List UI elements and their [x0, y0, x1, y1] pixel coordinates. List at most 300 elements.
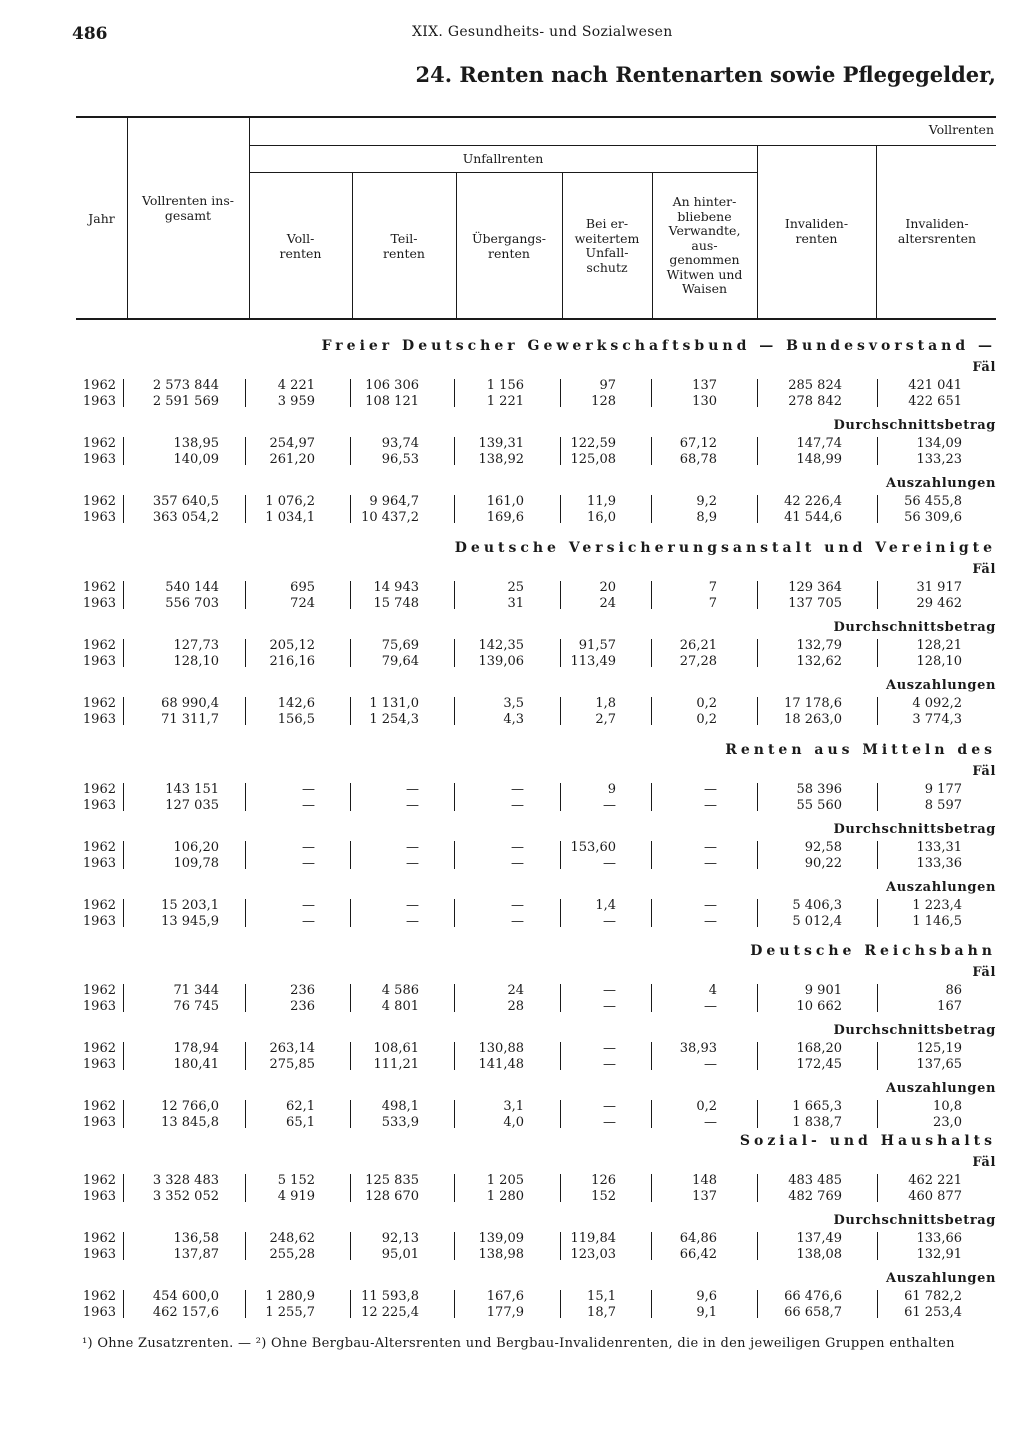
row-year: 1963 — [82, 451, 116, 467]
column-separator — [123, 437, 124, 465]
table-cell: — — [603, 855, 616, 871]
column-separator — [651, 1042, 652, 1070]
table-cell: 462 157,6 — [152, 1304, 219, 1320]
header-divider — [249, 117, 250, 318]
table-cell: — — [704, 898, 717, 913]
table-cell: 3 328 483 — [152, 1173, 219, 1188]
table-cell: 1 156 — [486, 378, 524, 393]
header-col-invalidenrenten: Invaliden- renten — [784, 216, 849, 246]
table-cell: 4,3 — [503, 711, 524, 727]
header-unfallrenten-group: Unfallrenten — [462, 151, 544, 166]
table-cell: 4 586 — [381, 983, 419, 998]
column-separator — [245, 899, 246, 927]
table-cell: 148,99 — [796, 451, 842, 467]
table-cell: 0,2 — [696, 696, 717, 711]
table-cell: 108,61 — [373, 1041, 419, 1056]
column-separator — [757, 581, 758, 609]
table-cell: 17 178,6 — [784, 696, 842, 711]
column-separator — [123, 1042, 124, 1070]
table-cell: 275,85 — [269, 1056, 315, 1072]
column-separator — [245, 1232, 246, 1260]
column-separator — [123, 697, 124, 725]
table-cell: 172,45 — [796, 1056, 842, 1072]
table-cell: 62,1 — [286, 1099, 315, 1114]
table-cell: 153,60 — [570, 840, 616, 855]
table-cell: 93,74 — [381, 436, 419, 451]
row-year: 1962 — [82, 1173, 116, 1188]
column-separator — [350, 984, 351, 1012]
table-cell: 285 824 — [788, 378, 842, 393]
table-cell: 148 — [692, 1173, 717, 1188]
table-cell: 128 — [591, 393, 616, 409]
column-separator — [123, 899, 124, 927]
table-cell: 15,1 — [587, 1289, 616, 1304]
table-cell: 205,12 — [269, 638, 315, 653]
table-cell: — — [704, 855, 717, 871]
table-cell: 1 131,0 — [369, 696, 419, 711]
table-cell: 178,94 — [173, 1041, 219, 1056]
row-year: 1962 — [82, 436, 116, 451]
column-separator — [350, 379, 351, 407]
table-cell: — — [302, 840, 315, 855]
column-separator — [877, 495, 878, 523]
table-cell: 421 041 — [908, 378, 962, 393]
column-separator — [757, 379, 758, 407]
table-cell: — — [603, 913, 616, 929]
column-separator — [245, 1042, 246, 1070]
table-cell: 24 — [599, 595, 616, 611]
column-separator — [350, 783, 351, 811]
table-cell: 261,20 — [269, 451, 315, 467]
table-cell: — — [511, 855, 524, 871]
table-cell: — — [511, 840, 524, 855]
header-col-vollrenten: Voll- renten — [279, 231, 322, 261]
block-label: Durchschnittsbetrag — [833, 1023, 996, 1038]
table-cell: 10,8 — [933, 1099, 962, 1114]
table-cell: 132,91 — [916, 1246, 962, 1262]
column-separator — [877, 379, 878, 407]
table-cell: 363 054,2 — [152, 509, 219, 525]
unfallrenten-group-rule — [249, 172, 757, 173]
table-cell: — — [704, 998, 717, 1014]
footnote: ¹) Ohne Zusatzrenten. — ²) Ohne Bergbau-Altersrenten und Bergbau-Invalidenrenten, die in den jeweiligen Gruppen enthalten — [82, 1336, 955, 1351]
table-cell: — — [603, 797, 616, 813]
table-cell: 75,69 — [381, 638, 419, 653]
row-year: 1963 — [82, 797, 116, 813]
column-separator — [454, 437, 455, 465]
vollrenten-group-rule — [249, 145, 996, 146]
column-separator — [560, 984, 561, 1012]
column-separator — [560, 841, 561, 869]
table-cell: 66,42 — [679, 1246, 717, 1262]
column-separator — [651, 1100, 652, 1128]
table-cell: 422 651 — [908, 393, 962, 409]
column-separator — [877, 1042, 878, 1070]
column-separator — [877, 639, 878, 667]
table-cell: 138,95 — [173, 436, 219, 451]
column-separator — [454, 495, 455, 523]
block-label: Durchschnittsbetrag — [833, 822, 996, 837]
table-cell: 143 151 — [165, 782, 219, 797]
table-cell: 138,08 — [796, 1246, 842, 1262]
column-separator — [877, 1100, 878, 1128]
table-cell: 95,01 — [381, 1246, 419, 1262]
table-cell: 4,0 — [503, 1114, 524, 1130]
table-cell: 10 662 — [796, 998, 842, 1014]
table-cell: 9,6 — [696, 1289, 717, 1304]
header-col-hinterbliebene: An hinter- bliebene Verwandte, aus- genommen Witwen und Waisen — [666, 194, 743, 296]
section-title: Deutsche Versicherungsanstalt und Vereinigte — [454, 540, 996, 556]
header-divider — [127, 117, 128, 318]
table-cell: 61 782,2 — [904, 1289, 962, 1304]
table-cell: 3,5 — [503, 696, 524, 711]
row-year: 1963 — [82, 1056, 116, 1072]
table-cell: 12 225,4 — [361, 1304, 419, 1320]
table-cell: — — [603, 983, 616, 998]
table-cell: — — [704, 797, 717, 813]
header-top-rule — [76, 116, 996, 118]
table-cell: 106 306 — [365, 378, 419, 393]
table-cell: 27,28 — [679, 653, 717, 669]
column-separator — [245, 984, 246, 1012]
column-separator — [123, 639, 124, 667]
column-separator — [651, 379, 652, 407]
table-cell: 9,1 — [696, 1304, 717, 1320]
table-cell: 128,10 — [916, 653, 962, 669]
row-year: 1963 — [82, 855, 116, 871]
row-year: 1963 — [82, 1304, 116, 1320]
column-separator — [651, 581, 652, 609]
column-separator — [757, 1232, 758, 1260]
table-cell: 1,8 — [595, 696, 616, 711]
row-year: 1963 — [82, 711, 116, 727]
table-cell: 462 221 — [908, 1173, 962, 1188]
column-separator — [560, 899, 561, 927]
row-year: 1963 — [82, 653, 116, 669]
row-year: 1962 — [82, 378, 116, 393]
table-cell: — — [511, 913, 524, 929]
section-title: Deutsche Reichsbahn — [750, 943, 996, 959]
column-separator — [560, 1100, 561, 1128]
table-cell: 130,88 — [478, 1041, 524, 1056]
table-cell: 3,1 — [503, 1099, 524, 1114]
table-cell: 454 600,0 — [152, 1289, 219, 1304]
table-cell: 128 670 — [365, 1188, 419, 1204]
table-cell: 23,0 — [933, 1114, 962, 1130]
table-cell: 13 845,8 — [161, 1114, 219, 1130]
table-cell: 126 — [591, 1173, 616, 1188]
table-cell: — — [302, 855, 315, 871]
column-separator — [123, 581, 124, 609]
table-cell: 180,41 — [173, 1056, 219, 1072]
column-separator — [350, 495, 351, 523]
table-cell: 2 591 569 — [152, 393, 219, 409]
row-year: 1963 — [82, 595, 116, 611]
table-cell: 483 485 — [788, 1173, 842, 1188]
column-separator — [877, 1290, 878, 1318]
table-cell: 66 476,6 — [784, 1289, 842, 1304]
column-separator — [560, 437, 561, 465]
column-separator — [651, 1290, 652, 1318]
table-cell: 71 344 — [173, 983, 219, 998]
table-cell: — — [704, 782, 717, 797]
table-cell: 1 205 — [486, 1173, 524, 1188]
column-separator — [877, 841, 878, 869]
table-cell: — — [302, 797, 315, 813]
row-year: 1962 — [82, 983, 116, 998]
table-cell: 139,31 — [478, 436, 524, 451]
table-cell: 255,28 — [269, 1246, 315, 1262]
column-separator — [757, 495, 758, 523]
table-cell: 61 253,4 — [904, 1304, 962, 1320]
column-separator — [245, 697, 246, 725]
table-cell: 133,23 — [916, 451, 962, 467]
table-cell: 16,0 — [587, 509, 616, 525]
table-cell: 1 255,7 — [265, 1304, 315, 1320]
table-cell: 56 309,6 — [904, 509, 962, 525]
column-separator — [560, 697, 561, 725]
row-year: 1962 — [82, 638, 116, 653]
column-separator — [651, 1232, 652, 1260]
table-cell: 137,65 — [916, 1056, 962, 1072]
column-separator — [560, 1290, 561, 1318]
column-separator — [123, 1174, 124, 1202]
header-col-vollrenten-insgesamt: Vollrenten ins- gesamt — [142, 193, 234, 223]
table-title: 24. Renten nach Rentenarten sowie Pflegegelder, — [415, 62, 996, 87]
table-cell: 152 — [591, 1188, 616, 1204]
header-col-teilrenten: Teil- renten — [383, 231, 425, 261]
table-cell: 1 221 — [486, 393, 524, 409]
column-separator — [560, 783, 561, 811]
table-cell: 4 — [708, 983, 717, 998]
column-separator — [350, 581, 351, 609]
column-separator — [350, 899, 351, 927]
column-separator — [560, 581, 561, 609]
column-separator — [245, 1174, 246, 1202]
table-cell: 147,74 — [796, 436, 842, 451]
table-cell: 460 877 — [908, 1188, 962, 1204]
row-year: 1962 — [82, 1231, 116, 1246]
table-cell: 133,36 — [916, 855, 962, 871]
table-cell: 9,2 — [696, 494, 717, 509]
table-cell: 8 597 — [924, 797, 962, 813]
block-label: Fäl — [972, 1155, 996, 1170]
table-cell: 236 — [290, 983, 315, 998]
table-cell: 111,21 — [373, 1056, 419, 1072]
table-cell: — — [511, 898, 524, 913]
table-cell: 41 544,6 — [784, 509, 842, 525]
block-label: Durchschnittsbetrag — [833, 620, 996, 635]
column-separator — [123, 783, 124, 811]
table-cell: 9 964,7 — [369, 494, 419, 509]
column-separator — [350, 1174, 351, 1202]
table-cell: 9 177 — [924, 782, 962, 797]
table-cell: 129 364 — [788, 580, 842, 595]
table-cell: 138,92 — [478, 451, 524, 467]
table-cell: 3 352 052 — [152, 1188, 219, 1204]
column-separator — [245, 495, 246, 523]
table-cell: 31 — [507, 595, 524, 611]
table-cell: — — [406, 797, 419, 813]
table-cell: 127 035 — [165, 797, 219, 813]
column-separator — [757, 1100, 758, 1128]
column-separator — [245, 379, 246, 407]
table-cell: — — [603, 998, 616, 1014]
column-separator — [757, 1042, 758, 1070]
table-cell: 113,49 — [570, 653, 616, 669]
section-title: Sozial- und Haushalts — [739, 1133, 996, 1149]
table-cell: — — [406, 782, 419, 797]
table-cell: 156,5 — [277, 711, 315, 727]
table-cell: 7 — [708, 595, 717, 611]
row-year: 1962 — [82, 696, 116, 711]
column-separator — [123, 984, 124, 1012]
row-year: 1962 — [82, 494, 116, 509]
table-cell: 4 801 — [381, 998, 419, 1014]
column-separator — [350, 639, 351, 667]
column-separator — [560, 1232, 561, 1260]
table-cell: 119,84 — [570, 1231, 616, 1246]
header-col-invalidenaltersrenten: Invaliden- altersrenten — [897, 216, 977, 246]
table-cell: 167,6 — [486, 1289, 524, 1304]
column-separator — [560, 1042, 561, 1070]
table-cell: 96,53 — [381, 451, 419, 467]
table-cell: 64,86 — [679, 1231, 717, 1246]
column-separator — [757, 639, 758, 667]
table-cell: 169,6 — [486, 509, 524, 525]
column-separator — [350, 697, 351, 725]
column-separator — [454, 1174, 455, 1202]
table-cell: 137,49 — [796, 1231, 842, 1246]
column-separator — [245, 783, 246, 811]
table-cell: 482 769 — [788, 1188, 842, 1204]
table-cell: 1 838,7 — [792, 1114, 842, 1130]
table-cell: 128,21 — [916, 638, 962, 653]
column-separator — [454, 639, 455, 667]
table-cell: 5 012,4 — [792, 913, 842, 929]
column-separator — [245, 1290, 246, 1318]
table-cell: 68 990,4 — [161, 696, 219, 711]
row-year: 1963 — [82, 1246, 116, 1262]
table-cell: 137 — [692, 378, 717, 393]
column-separator — [651, 984, 652, 1012]
table-cell: 11 593,8 — [361, 1289, 419, 1304]
column-separator — [350, 1042, 351, 1070]
column-separator — [454, 899, 455, 927]
table-cell: 137,87 — [173, 1246, 219, 1262]
table-cell: — — [302, 913, 315, 929]
block-label: Fäl — [972, 764, 996, 779]
table-cell: 141,48 — [478, 1056, 524, 1072]
row-year: 1962 — [82, 1099, 116, 1114]
block-label: Auszahlungen — [886, 1081, 996, 1096]
table-cell: 109,78 — [173, 855, 219, 871]
table-cell: 134,09 — [916, 436, 962, 451]
table-cell: 55 560 — [796, 797, 842, 813]
table-cell: 254,97 — [269, 436, 315, 451]
table-cell: 42 226,4 — [784, 494, 842, 509]
table-cell: 357 640,5 — [152, 494, 219, 509]
table-cell: — — [603, 1056, 616, 1072]
table-cell: 90,22 — [804, 855, 842, 871]
table-cell: 108 121 — [365, 393, 419, 409]
section-title: Renten aus Mitteln des — [725, 742, 996, 758]
table-cell: 79,64 — [381, 653, 419, 669]
column-separator — [560, 379, 561, 407]
table-cell: 10 437,2 — [361, 509, 419, 525]
table-cell: 13 945,9 — [161, 913, 219, 929]
column-separator — [454, 841, 455, 869]
column-separator — [877, 697, 878, 725]
table-cell: 123,03 — [570, 1246, 616, 1262]
table-cell: 1 254,3 — [369, 711, 419, 727]
table-cell: 68,78 — [679, 451, 717, 467]
table-cell: 65,1 — [286, 1114, 315, 1130]
column-separator — [350, 1100, 351, 1128]
table-cell: 1,4 — [595, 898, 616, 913]
table-cell: 86 — [945, 983, 962, 998]
page-number: 486 — [72, 24, 108, 44]
table-cell: 3 774,3 — [912, 711, 962, 727]
column-separator — [757, 841, 758, 869]
table-cell: 4 092,2 — [912, 696, 962, 711]
table-cell: 5 406,3 — [792, 898, 842, 913]
table-cell: 533,9 — [381, 1114, 419, 1130]
block-label: Auszahlungen — [886, 678, 996, 693]
table-cell: 25 — [507, 580, 524, 595]
table-cell: 248,62 — [269, 1231, 315, 1246]
section-title: Freier Deutscher Gewerkschaftsbund — Bundesvorstand — — [321, 338, 996, 354]
row-year: 1962 — [82, 898, 116, 913]
table-cell: 142,35 — [478, 638, 524, 653]
table-cell: 132,79 — [796, 638, 842, 653]
table-cell: 38,93 — [679, 1041, 717, 1056]
column-separator — [454, 581, 455, 609]
column-separator — [651, 841, 652, 869]
table-cell: 91,57 — [578, 638, 616, 653]
column-separator — [123, 1100, 124, 1128]
table-cell: — — [704, 913, 717, 929]
table-cell: 11,9 — [587, 494, 616, 509]
column-separator — [560, 1174, 561, 1202]
column-separator — [123, 841, 124, 869]
column-separator — [454, 1232, 455, 1260]
table-cell: 24 — [507, 983, 524, 998]
table-cell: 556 703 — [165, 595, 219, 611]
table-cell: 724 — [290, 595, 315, 611]
table-cell: 29 462 — [916, 595, 962, 611]
table-cell: 167 — [937, 998, 962, 1014]
table-cell: 695 — [290, 580, 315, 595]
table-cell: 58 396 — [796, 782, 842, 797]
table-cell: 278 842 — [788, 393, 842, 409]
table-cell: — — [406, 855, 419, 871]
column-separator — [651, 437, 652, 465]
table-cell: 133,66 — [916, 1231, 962, 1246]
row-year: 1963 — [82, 1114, 116, 1130]
column-separator — [123, 1232, 124, 1260]
row-year: 1962 — [82, 1041, 116, 1056]
row-year: 1962 — [82, 840, 116, 855]
table-cell: 106,20 — [173, 840, 219, 855]
column-separator — [757, 437, 758, 465]
table-cell: — — [603, 1114, 616, 1130]
table-cell: 236 — [290, 998, 315, 1014]
table-cell: 3 959 — [277, 393, 315, 409]
table-cell: 125 835 — [365, 1173, 419, 1188]
table-cell: 76 745 — [173, 998, 219, 1014]
header-col-jahr: Jahr — [88, 211, 115, 226]
